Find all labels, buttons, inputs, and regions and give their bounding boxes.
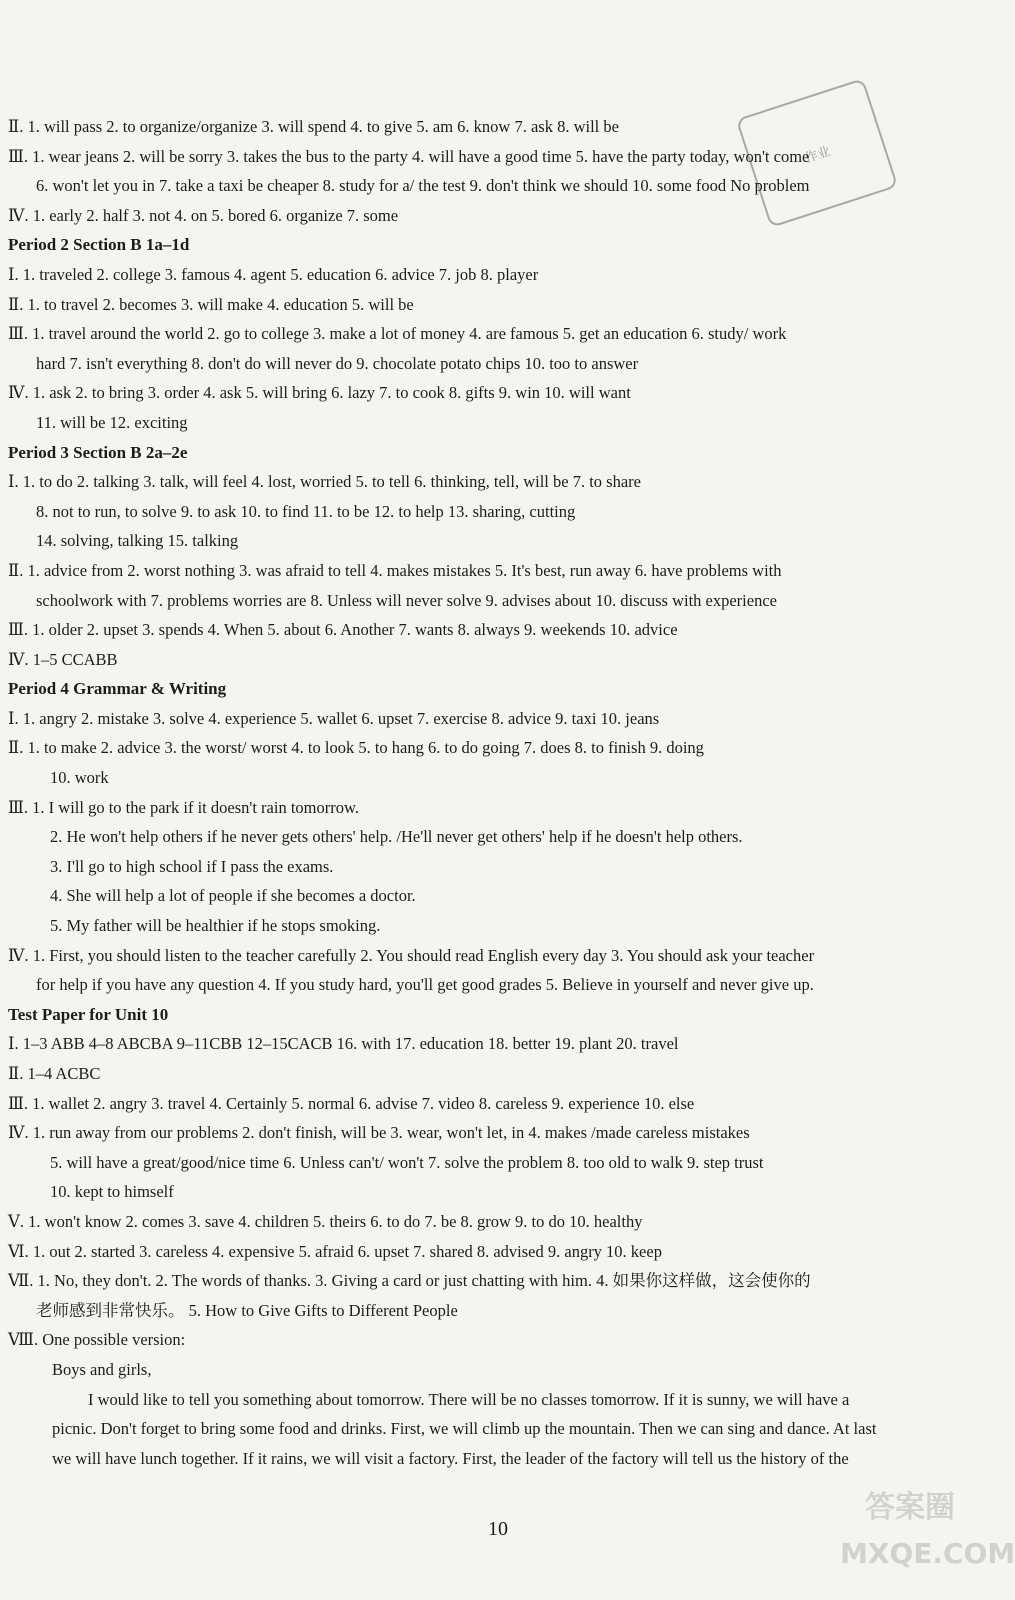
answer-line: 4. She will help a lot of people if she becomes a doctor. [50, 886, 416, 906]
answer-line: 2. He won't help others if he never gets others' help. /He'll never get others' help if he doesn't help others. [50, 827, 743, 847]
answer-line: 10. kept to himself [50, 1182, 174, 1202]
answer-line: I would like to tell you something about tomorrow. There will be no classes tomorrow. If it is sunny, we will have a [88, 1389, 850, 1409]
answer-line: Ⅰ. 1. traveled 2. college 3. famous 4. agent 5. education 6. advice 7. job 8. player [8, 264, 539, 284]
answer-line: Ⅳ. 1. First, you should listen to the teacher carefully 2. You should read English every day 3. You should ask your teacher [8, 945, 815, 965]
answer-line: Ⅲ. 1. wallet 2. angry 3. travel 4. Certainly 5. normal 6. advise 7. video 8. careless 9. experience 10. else [8, 1093, 695, 1113]
answer-line: Ⅳ. 1–5 CCABB [8, 649, 118, 669]
page-number: 10 [488, 1518, 508, 1540]
answer-line: Ⅳ. 1. ask 2. to bring 3. order 4. ask 5. will bring 6. lazy 7. to cook 8. gifts 9. win 10. will want [8, 383, 631, 403]
answer-line: Ⅳ. 1. run away from our problems 2. don't finish, will be 3. wear, won't let, in 4. makes /made careless mistakes [8, 1123, 750, 1143]
answer-line: 老师感到非常快乐。 5. How to Give Gifts to Different People [36, 1300, 458, 1320]
answer-line: Ⅴ. 1. won't know 2. comes 3. save 4. children 5. theirs 6. to do 7. be 8. grow 9. to do 10. healthy [8, 1211, 643, 1231]
stamp-text: 作业 [802, 143, 833, 167]
answer-line: Ⅰ. 1. to do 2. talking 3. talk, will feel 4. lost, worried 5. to tell 6. thinking, tell, will be 7. to share [8, 472, 641, 492]
answer-line: 5. will have a great/good/nice time 6. Unless can't/ won't 7. solve the problem 8. too old to walk 9. step trust [50, 1152, 764, 1172]
answer-line: Ⅲ. 1. travel around the world 2. go to college 3. make a lot of money 4. are famous 5. get an education 6. study/ work [8, 324, 787, 344]
answer-line: Ⅳ. 1. early 2. half 3. not 4. on 5. bored 6. organize 7. some [8, 205, 399, 225]
answer-line: Ⅲ. 1. wear jeans 2. will be sorry 3. takes the bus to the party 4. will have a good time 5. have the party today, won't come [8, 146, 810, 166]
answer-line: 11. will be 12. exciting [36, 412, 188, 432]
answer-line: 5. My father will be healthier if he stops smoking. [50, 916, 381, 936]
answer-line: Ⅱ. 1–4 ACBC [8, 1064, 101, 1083]
answer-line: schoolwork with 7. problems worries are 8. Unless will never solve 9. advises about 10. discuss with experience [36, 590, 777, 610]
watermark-line-2: MXQE.COM [840, 1537, 1015, 1570]
answer-line: 10. work [50, 768, 109, 788]
answer-line: 6. won't let you in 7. take a taxi be cheaper 8. study for a/ the test 9. don't think we should 10. some food No problem [36, 176, 810, 196]
answer-line: 14. solving, talking 15. talking [36, 531, 239, 551]
answer-line: Ⅱ. 1. to make 2. advice 3. the worst/ worst 4. to look 5. to hang 6. to do going 7. does 8. to finish 9. doing [8, 738, 704, 758]
section-heading: Period 4 Grammar & Writing [8, 679, 227, 699]
answer-line: Ⅱ. 1. will pass 2. to organize/organize 3. will spend 4. to give 5. am 6. know 7. ask 8. will be [8, 117, 619, 136]
answer-line: for help if you have any question 4. If you study hard, you'll get good grades 5. Believe in yourself and never give up. [36, 975, 814, 995]
answer-content [8, 112, 970, 1473]
answer-line: Ⅶ. 1. No, they don't. 2. The words of thanks. 3. Giving a card or just chatting with him. 4. 如果你这样做，这会使你的 [8, 1271, 811, 1291]
answer-line: we will have lunch together. If it rains, we will visit a factory. First, the leader of the factory will tell us the history of the [52, 1448, 849, 1468]
answer-line: Boys and girls, [52, 1359, 152, 1379]
watermark-line-1: 答案圈 [865, 1490, 955, 1525]
answer-line: Ⅱ. 1. advice from 2. worst nothing 3. was afraid to tell 4. makes mistakes 5. It's best, run away 6. have problems with [8, 560, 782, 580]
section-heading: Test Paper for Unit 10 [8, 1004, 169, 1024]
answer-line: 8. not to run, to solve 9. to ask 10. to find 11. to be 12. to help 13. sharing, cutting [36, 501, 576, 521]
answer-line: Ⅰ. 1. angry 2. mistake 3. solve 4. experience 5. wallet 6. upset 7. exercise 8. advice 9. taxi 10. jeans [8, 708, 660, 728]
section-heading: Period 2 Section B 1a–1d [8, 235, 190, 255]
answer-line: Ⅱ. 1. to travel 2. becomes 3. will make 4. education 5. will be [8, 294, 414, 314]
answer-line: Ⅲ. 1. older 2. upset 3. spends 4. When 5. about 6. Another 7. wants 8. always 9. weekends 10. advice [8, 620, 678, 640]
answer-line: Ⅲ. 1. I will go to the park if it doesn't rain tomorrow. [8, 797, 359, 817]
answer-line: hard 7. isn't everything 8. don't do will never do 9. chocolate potato chips 10. too to answer [36, 353, 639, 373]
section-heading: Period 3 Section B 2a–2e [8, 442, 188, 462]
answer-line: picnic. Don't forget to bring some food and drinks. First, we will climb up the mountain. Then we can sing and dance. At last [52, 1419, 877, 1439]
answer-line: 3. I'll go to high school if I pass the exams. [50, 856, 334, 876]
answer-line: Ⅰ. 1–3 ABB 4–8 ABCBA 9–11CBB 12–15CACB 16. with 17. education 18. better 19. plant 20. travel [8, 1034, 679, 1054]
watermark-logo [840, 1485, 1015, 1585]
answer-line: Ⅷ. One possible version: [8, 1330, 186, 1350]
answer-line: Ⅵ. 1. out 2. started 3. careless 4. expensive 5. afraid 6. upset 7. shared 8. advised 9. angry 10. keep [8, 1241, 662, 1261]
